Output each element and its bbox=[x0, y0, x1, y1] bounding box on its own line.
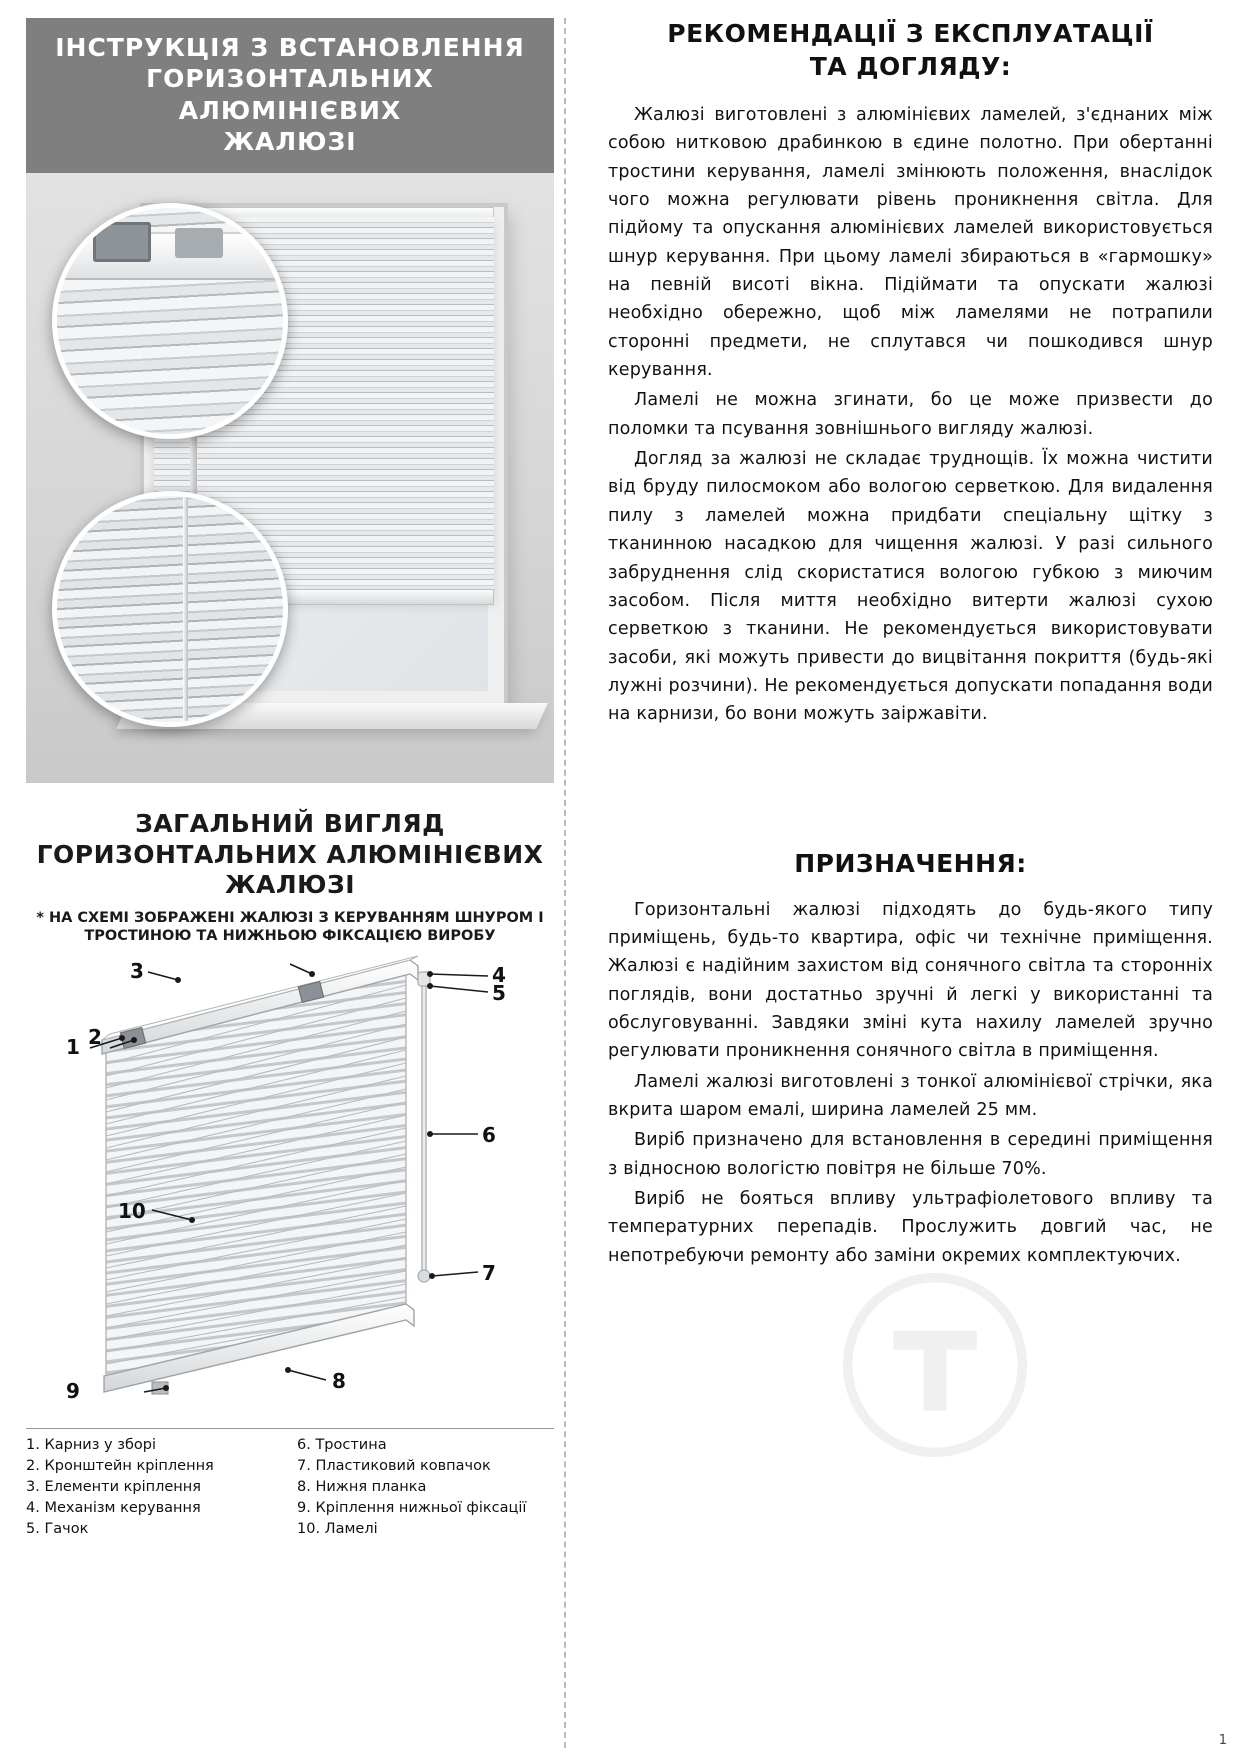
callout-7: 7 bbox=[482, 1261, 496, 1286]
left-column bbox=[26, 18, 566, 1748]
general-view-title-3: ЖАЛЮЗІ bbox=[224, 870, 356, 899]
legend-column-right bbox=[297, 1435, 554, 1540]
callout-5: 5 bbox=[492, 981, 506, 1006]
legend-column-left bbox=[26, 1435, 283, 1540]
recommendations-text bbox=[608, 101, 1213, 729]
legend-item: 7. Пластиковий ковпачок bbox=[297, 1458, 491, 1475]
detail-ladder-cord bbox=[183, 496, 188, 722]
paragraph: Виріб не бояться впливу ультрафіолетового впливу та температурних перепадів. Прослужить довгий час, не непотребуючи ремонту або заміни окремих комплектуючих. bbox=[608, 1189, 1213, 1266]
callout-10: 10 bbox=[118, 1199, 146, 1224]
callout-8: 8 bbox=[332, 1369, 346, 1394]
installation-photo bbox=[26, 173, 554, 783]
general-view-title-2: ГОРИЗОНТАЛЬНИХ АЛЮМІНІЄВИХ bbox=[36, 839, 544, 869]
recommendations-title-line-2: ТА ДОГЛЯДУ: bbox=[809, 51, 1012, 81]
legend-item: 4. Механізм керування bbox=[26, 1500, 201, 1517]
paragraph: Жалюзі виготовлені з алюмінієвих ламелей, з'єднаних між собою нитковою драбинкою в єдине полотно. При обертанні тростини керування, ламелі змінюють положення, внаслідок чого можна регулювати рівень проникнення світла. Для підйому та опускання алюмінієвих ламелей використовується шнур керування. При цьому ламелі збираються в «гармошку» на певній висоті вікна. Підіймати та опускати жалюзі необхідно обережно, щоб між ламелями не потрапили сторонні предмети, не сплутався чи пошкодився шнур керування. bbox=[608, 105, 1213, 381]
paragraph: Горизонтальні жалюзі підходять до будь-якого типу приміщень, будь-то квартира, офіс чи технічне приміщення. Жалюзі є надійним захистом від сонячного світла та сторонніх поглядів, вони достатньо зручні й легкі у використанні та обслуговуванні. Завдяки зміні кута нахилу ламелей зручно регулювати проникнення сонячного світла в приміщення. bbox=[608, 899, 1213, 1062]
callout-2: 2 bbox=[88, 1025, 102, 1050]
legend-item: 5. Гачок bbox=[26, 1521, 89, 1538]
page-number: 1 bbox=[1218, 1733, 1227, 1748]
banner-line-3: ЖАЛЮЗІ bbox=[223, 126, 357, 156]
recommendations-title-line-1: РЕКОМЕНДАЦІЇ З ЕКСПЛУАТАЦІЇ bbox=[667, 19, 1154, 48]
right-column bbox=[566, 18, 1219, 1748]
parts-legend bbox=[26, 1428, 554, 1540]
callout-4: 4 bbox=[492, 963, 506, 988]
page-columns bbox=[26, 18, 1219, 1748]
banner-line-2: ГОРИЗОНТАЛЬНИХ АЛЮМІНІЄВИХ bbox=[146, 64, 434, 125]
banner-line-1: ІНСТРУКЦІЯ З ВСТАНОВЛЕННЯ bbox=[55, 33, 525, 62]
purpose-text bbox=[608, 896, 1213, 1270]
callout-9: 9 bbox=[66, 1379, 80, 1404]
blind-parts-diagram bbox=[26, 952, 554, 1422]
general-view-heading bbox=[26, 809, 554, 946]
photo-detail-bracket bbox=[52, 203, 288, 439]
purpose-title: ПРИЗНАЧЕННЯ: bbox=[794, 848, 1027, 878]
paragraph: Догляд за жалюзі не складає труднощів. Їх можна чистити від бруду пилосмоком або вологою серветкою. Для видалення пилу з ламелей можна придбати спеціальну щітку з тканинною насадкою для чищення жалюзі. У разі сильного забруднення слід скористатися вологою губкою з миючим засобом. Після миття необхідно витерти жалюзі сухою серветкою з тканини. Не рекомендується використовувати засоби, які можуть привести до вицвітання покриття (будь-які лужні розчини). Не рекомендується допускати попадання води на карнизи, бо вони можуть заіржавіти. bbox=[608, 449, 1213, 725]
general-view-note-2: ТРОСТИНОЮ ТА НИЖНЬОЮ ФІКСАЦІЄЮ ВИРОБУ bbox=[84, 928, 496, 945]
recommendations-title bbox=[608, 18, 1213, 83]
general-view-note-1: * НА СХЕМІ ЗОБРАЖЕНІ ЖАЛЮЗІ З КЕРУВАННЯМ ШНУРОМ І bbox=[36, 909, 544, 926]
paragraph: Ламелі жалюзі виготовлені з тонкої алюмінієвої стрічки, яка вкрита шаром емалі, ширина ламелей 25 мм. bbox=[608, 1071, 1213, 1120]
detail-bracket-secondary bbox=[175, 228, 223, 258]
general-view-title-1: ЗАГАЛЬНИЙ ВИГЛЯД bbox=[135, 809, 445, 838]
callout-1: 1 bbox=[66, 1035, 80, 1060]
photo-detail-slats bbox=[52, 491, 288, 727]
legend-item: 9. Кріплення нижньої фіксації bbox=[297, 1500, 527, 1517]
install-instruction-banner bbox=[26, 18, 554, 173]
detail-headrail bbox=[57, 232, 283, 280]
legend-item: 1. Карниз у зборі bbox=[26, 1437, 156, 1454]
legend-item: 8. Нижня планка bbox=[297, 1479, 427, 1496]
callout-6: 6 bbox=[482, 1123, 496, 1148]
legend-item: 6. Тростина bbox=[297, 1437, 387, 1454]
paragraph: Ламелі не можна згинати, бо це може призвести до поломки та псування зовнішнього вигляду жалюзі. bbox=[608, 390, 1213, 439]
detail-bracket bbox=[93, 222, 151, 262]
legend-item: 2. Кронштейн кріплення bbox=[26, 1458, 214, 1475]
legend-item: 3. Елементи кріплення bbox=[26, 1479, 201, 1496]
legend-item: 10. Ламелі bbox=[297, 1521, 378, 1538]
callout-3: 3 bbox=[130, 959, 144, 984]
detail-slats-bottom bbox=[57, 496, 283, 722]
paragraph: Виріб призначено для встановлення в середині приміщення з відносною вологістю повітря не більше 70%. bbox=[608, 1130, 1213, 1179]
